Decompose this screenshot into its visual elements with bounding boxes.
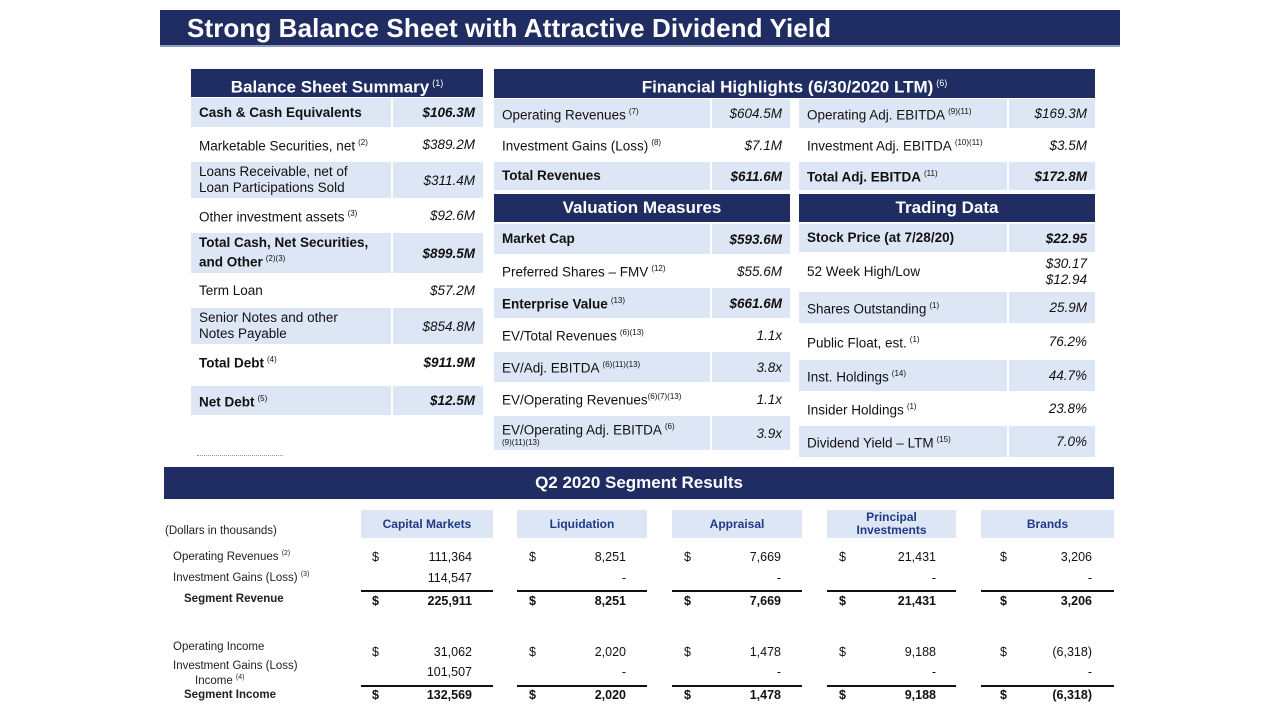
td-label: Inst. Holdings $^{(14)}$: [807, 368, 907, 385]
currency-symbol: $: [684, 688, 691, 702]
seg-value-inv-gain: -: [1087, 571, 1092, 585]
footnote-mark: [197, 455, 283, 456]
bs-label: Term Loan: [199, 282, 263, 298]
currency-symbol: $: [529, 688, 536, 702]
bs-label: Senior Notes and other Notes Payable: [199, 310, 338, 341]
td-value: $30.17 $12.94: [1007, 254, 1095, 290]
seg-value-inv-inc: 101,507: [426, 665, 472, 679]
currency-symbol: $: [372, 645, 379, 659]
currency-symbol: $: [529, 645, 536, 659]
val-label: Market Cap: [502, 231, 575, 246]
col-appraisal: Appraisal: [672, 510, 802, 538]
fh-row: [494, 130, 790, 162]
td-value: 23.8%: [1007, 393, 1095, 424]
currency-symbol: $: [684, 550, 691, 564]
val-value: 1.1x: [710, 320, 790, 350]
seg-value-seg-rev: 8,251: [594, 594, 626, 608]
seg-value-seg-inc: 1,478: [749, 688, 781, 702]
seg-value-inv-inc: -: [776, 665, 781, 679]
val-row: [494, 352, 790, 384]
val-value: 3.9x: [710, 416, 790, 450]
fh-label: Investment Adj. EBITDA $^{(10)(11)}$: [807, 138, 983, 154]
seg-value-op-inc: 2,020: [594, 645, 626, 659]
td-row: [799, 292, 1095, 325]
bs-label: Loans Receivable, net of Loan Participations Sold: [199, 164, 348, 195]
fh-row: [799, 99, 1095, 130]
currency-symbol: $: [1000, 645, 1007, 659]
td-label: Insider Holdings $^{(1)}$: [807, 401, 917, 418]
col-capital-markets: Capital Markets: [361, 510, 493, 538]
seg-value-inv-inc: -: [931, 665, 936, 679]
td-value: 7.0%: [1007, 426, 1095, 457]
bs-value: $311.4M: [391, 162, 483, 198]
bs-row-term-loan: [191, 275, 483, 308]
currency-symbol: $: [839, 550, 846, 564]
total-rule: [361, 685, 493, 687]
seg-value-inv-gain: -: [776, 571, 781, 585]
seg-value-seg-inc: (6,318): [1052, 688, 1092, 702]
val-label: Enterprise Value $^{(13)}$: [502, 296, 626, 312]
td-row: [799, 224, 1095, 254]
fh-value: $611.6M: [710, 162, 790, 190]
bs-label: Total Debt $^{(4)}$: [199, 355, 277, 371]
currency-symbol: $: [529, 594, 536, 608]
seg-value-seg-inc: 132,569: [426, 688, 472, 702]
fh-value: $3.5M: [1007, 130, 1095, 160]
td-row: [799, 393, 1095, 426]
fh-label: Total Revenues: [502, 168, 601, 183]
balance-sheet-header: [191, 69, 483, 97]
fh-value: $604.5M: [710, 99, 790, 128]
bs-value: $92.6M: [391, 200, 483, 231]
segment-header: Q2 2020 Segment Results: [164, 467, 1114, 499]
td-value: 44.7%: [1007, 360, 1095, 391]
seg-value-inv-gain: 114,547: [427, 571, 472, 585]
seg-value-seg-inc: 9,188: [904, 688, 936, 702]
seg-value-inv-gain: -: [621, 571, 626, 585]
bs-row-other: [191, 200, 483, 233]
seg-value-inv-inc: -: [1087, 665, 1092, 679]
bs-value: $12.5M: [391, 386, 483, 415]
valuation-table: [494, 224, 790, 452]
val-value: 3.8x: [710, 352, 790, 382]
currency-symbol: $: [1000, 594, 1007, 608]
bs-value: $106.3M: [391, 98, 483, 127]
trading-header: Trading Data: [799, 194, 1095, 222]
bs-label: Marketable Securities, net $^{(2)}$: [199, 137, 368, 154]
total-rule: [981, 590, 1114, 592]
seg-value-op-rev: 111,364: [428, 550, 472, 564]
trading-table: [799, 224, 1095, 459]
label-investment-income: Investment Gains (Loss) Income $^{(4)}$: [173, 660, 298, 687]
total-rule: [827, 590, 956, 592]
bs-value: $911.9M: [391, 346, 483, 378]
seg-value-op-inc: 1,478: [749, 645, 781, 659]
currency-symbol: $: [684, 594, 691, 608]
td-value: 25.9M: [1007, 292, 1095, 323]
fh-value: $172.8M: [1007, 162, 1095, 190]
currency-symbol: $: [839, 645, 846, 659]
balance-sheet-note: (1): [432, 78, 444, 88]
bs-value: $899.5M: [391, 233, 483, 273]
bs-value: $854.8M: [391, 308, 483, 344]
seg-value-seg-rev: 7,669: [749, 594, 781, 608]
bs-label: Total Cash, Net Securities, and Other $^{(2)(3)}$: [199, 235, 369, 270]
fh-row: [494, 162, 790, 192]
label-investment-gains: Investment Gains (Loss) $^{(3)}$: [173, 571, 310, 584]
financial-highlights-note: (6): [936, 78, 948, 88]
bs-row-cash: [191, 98, 483, 129]
bs-value: $57.2M: [391, 275, 483, 306]
fh-label: Investment Gains (Loss) $^{(8)}$: [502, 138, 662, 154]
bs-row-total-cash: [191, 233, 483, 275]
bs-row-net-debt: [191, 386, 483, 417]
bs-row-securities: [191, 129, 483, 162]
bs-value: $389.2M: [391, 129, 483, 160]
currency-symbol: $: [1000, 688, 1007, 702]
val-value: $55.6M: [710, 256, 790, 286]
val-row: [494, 320, 790, 352]
total-rule: [672, 685, 802, 687]
col-liquidation: Liquidation: [517, 510, 647, 538]
seg-value-inv-inc: -: [621, 665, 626, 679]
td-row: [799, 360, 1095, 393]
td-label: Stock Price (at 7/28/20): [807, 230, 955, 245]
balance-sheet-table: [191, 98, 483, 417]
financial-highlights-header: [494, 69, 1095, 98]
seg-value-op-rev: 3,206: [1060, 550, 1092, 564]
td-label: Public Float, est. $^{(1)}$: [807, 334, 920, 351]
td-row: [799, 254, 1095, 292]
td-value: $22.95: [1007, 224, 1095, 252]
total-rule: [981, 685, 1114, 687]
valuation-header: Valuation Measures: [494, 194, 790, 222]
seg-value-seg-rev: 225,911: [427, 594, 472, 608]
bs-row-senior-notes: [191, 308, 483, 346]
td-label: Dividend Yield – LTM $^{(15)}$: [807, 434, 951, 451]
seg-value-op-rev: 7,669: [749, 550, 781, 564]
bs-label: Net Debt $^{(5)}$: [199, 393, 268, 410]
bs-row-loans: [191, 162, 483, 200]
val-row: [494, 384, 790, 416]
val-value: $593.6M: [710, 224, 790, 254]
val-row: [494, 224, 790, 256]
td-value: 76.2%: [1007, 325, 1095, 358]
seg-value-seg-rev: 21,431: [897, 594, 936, 608]
val-value: 1.1x: [710, 384, 790, 414]
currency-symbol: $: [372, 550, 379, 564]
val-label: EV/Operating Adj. EBITDA $^{(6)}$ (9)(11)(13): [502, 421, 675, 448]
val-label: Preferred Shares – FMV $^{(12)}$: [502, 264, 666, 280]
currency-symbol: $: [839, 594, 846, 608]
td-row: [799, 325, 1095, 360]
fh-value: $7.1M: [710, 130, 790, 160]
fh-label: Operating Revenues $^{(7)}$: [502, 106, 639, 123]
seg-value-op-rev: 21,431: [897, 550, 936, 564]
label-operating-income: Operating Income: [173, 641, 265, 653]
page-title: Strong Balance Sheet with Attractive Dividend Yield: [187, 13, 832, 43]
fh-row: [494, 99, 790, 130]
fh-value: $169.3M: [1007, 99, 1095, 128]
currency-symbol: $: [372, 594, 379, 608]
td-label: 52 Week High/Low: [807, 264, 921, 279]
label-segment-income: Segment Income: [184, 689, 277, 701]
fh-row: [799, 162, 1095, 192]
seg-value-op-inc: 9,188: [904, 645, 936, 659]
val-row: [494, 416, 790, 452]
fh-left-table: [494, 99, 790, 192]
fh-label: Operating Adj. EBITDA $^{(9)(11)}$: [807, 106, 972, 123]
seg-value-op-inc: (6,318): [1052, 645, 1092, 659]
unit-note: (Dollars in thousands): [165, 525, 277, 537]
val-value: $661.6M: [710, 288, 790, 318]
val-label: EV/Total Revenues $^{(6)(13)}$: [502, 328, 644, 344]
col-brands: Brands: [981, 510, 1114, 538]
bs-label: Other investment assets $^{(3)}$: [199, 208, 358, 225]
total-rule: [517, 590, 647, 592]
financial-highlights-title: Financial Highlights (6/30/2020 LTM): [641, 77, 934, 97]
label-segment-revenue: Segment Revenue: [184, 593, 284, 605]
total-rule: [517, 685, 647, 687]
total-rule: [827, 685, 956, 687]
label-operating-revenues: Operating Revenues $^{(2)}$: [173, 550, 291, 563]
seg-value-op-rev: 8,251: [594, 550, 626, 564]
currency-symbol: $: [684, 645, 691, 659]
fh-row: [799, 130, 1095, 162]
title-bar: [160, 10, 1120, 47]
val-label: EV/Adj. EBITDA $^{(6)(11)(13)}$: [502, 360, 641, 376]
fh-right-table: [799, 99, 1095, 192]
seg-value-seg-rev: 3,206: [1060, 594, 1092, 608]
total-rule: [361, 590, 493, 592]
currency-symbol: $: [839, 688, 846, 702]
seg-value-inv-gain: -: [931, 571, 936, 585]
val-row: [494, 288, 790, 320]
val-row: [494, 256, 790, 288]
bs-label: Cash & Cash Equivalents: [199, 104, 362, 120]
currency-symbol: $: [529, 550, 536, 564]
fh-label: Total Adj. EBITDA $^{(11)}$: [807, 169, 938, 185]
col-principal-investments: Principal Investments: [827, 510, 956, 538]
val-label: EV/Operating Revenues$^{(6)(7)(13)}$: [502, 392, 682, 408]
currency-symbol: $: [372, 688, 379, 702]
seg-value-op-inc: 31,062: [433, 645, 472, 659]
total-rule: [672, 590, 802, 592]
seg-value-seg-inc: 2,020: [594, 688, 626, 702]
td-row: [799, 426, 1095, 459]
currency-symbol: $: [1000, 550, 1007, 564]
balance-sheet-title: Balance Sheet Summary: [230, 77, 430, 97]
td-label: Shares Outstanding $^{(1)}$: [807, 300, 940, 317]
bs-row-total-debt: [191, 346, 483, 380]
